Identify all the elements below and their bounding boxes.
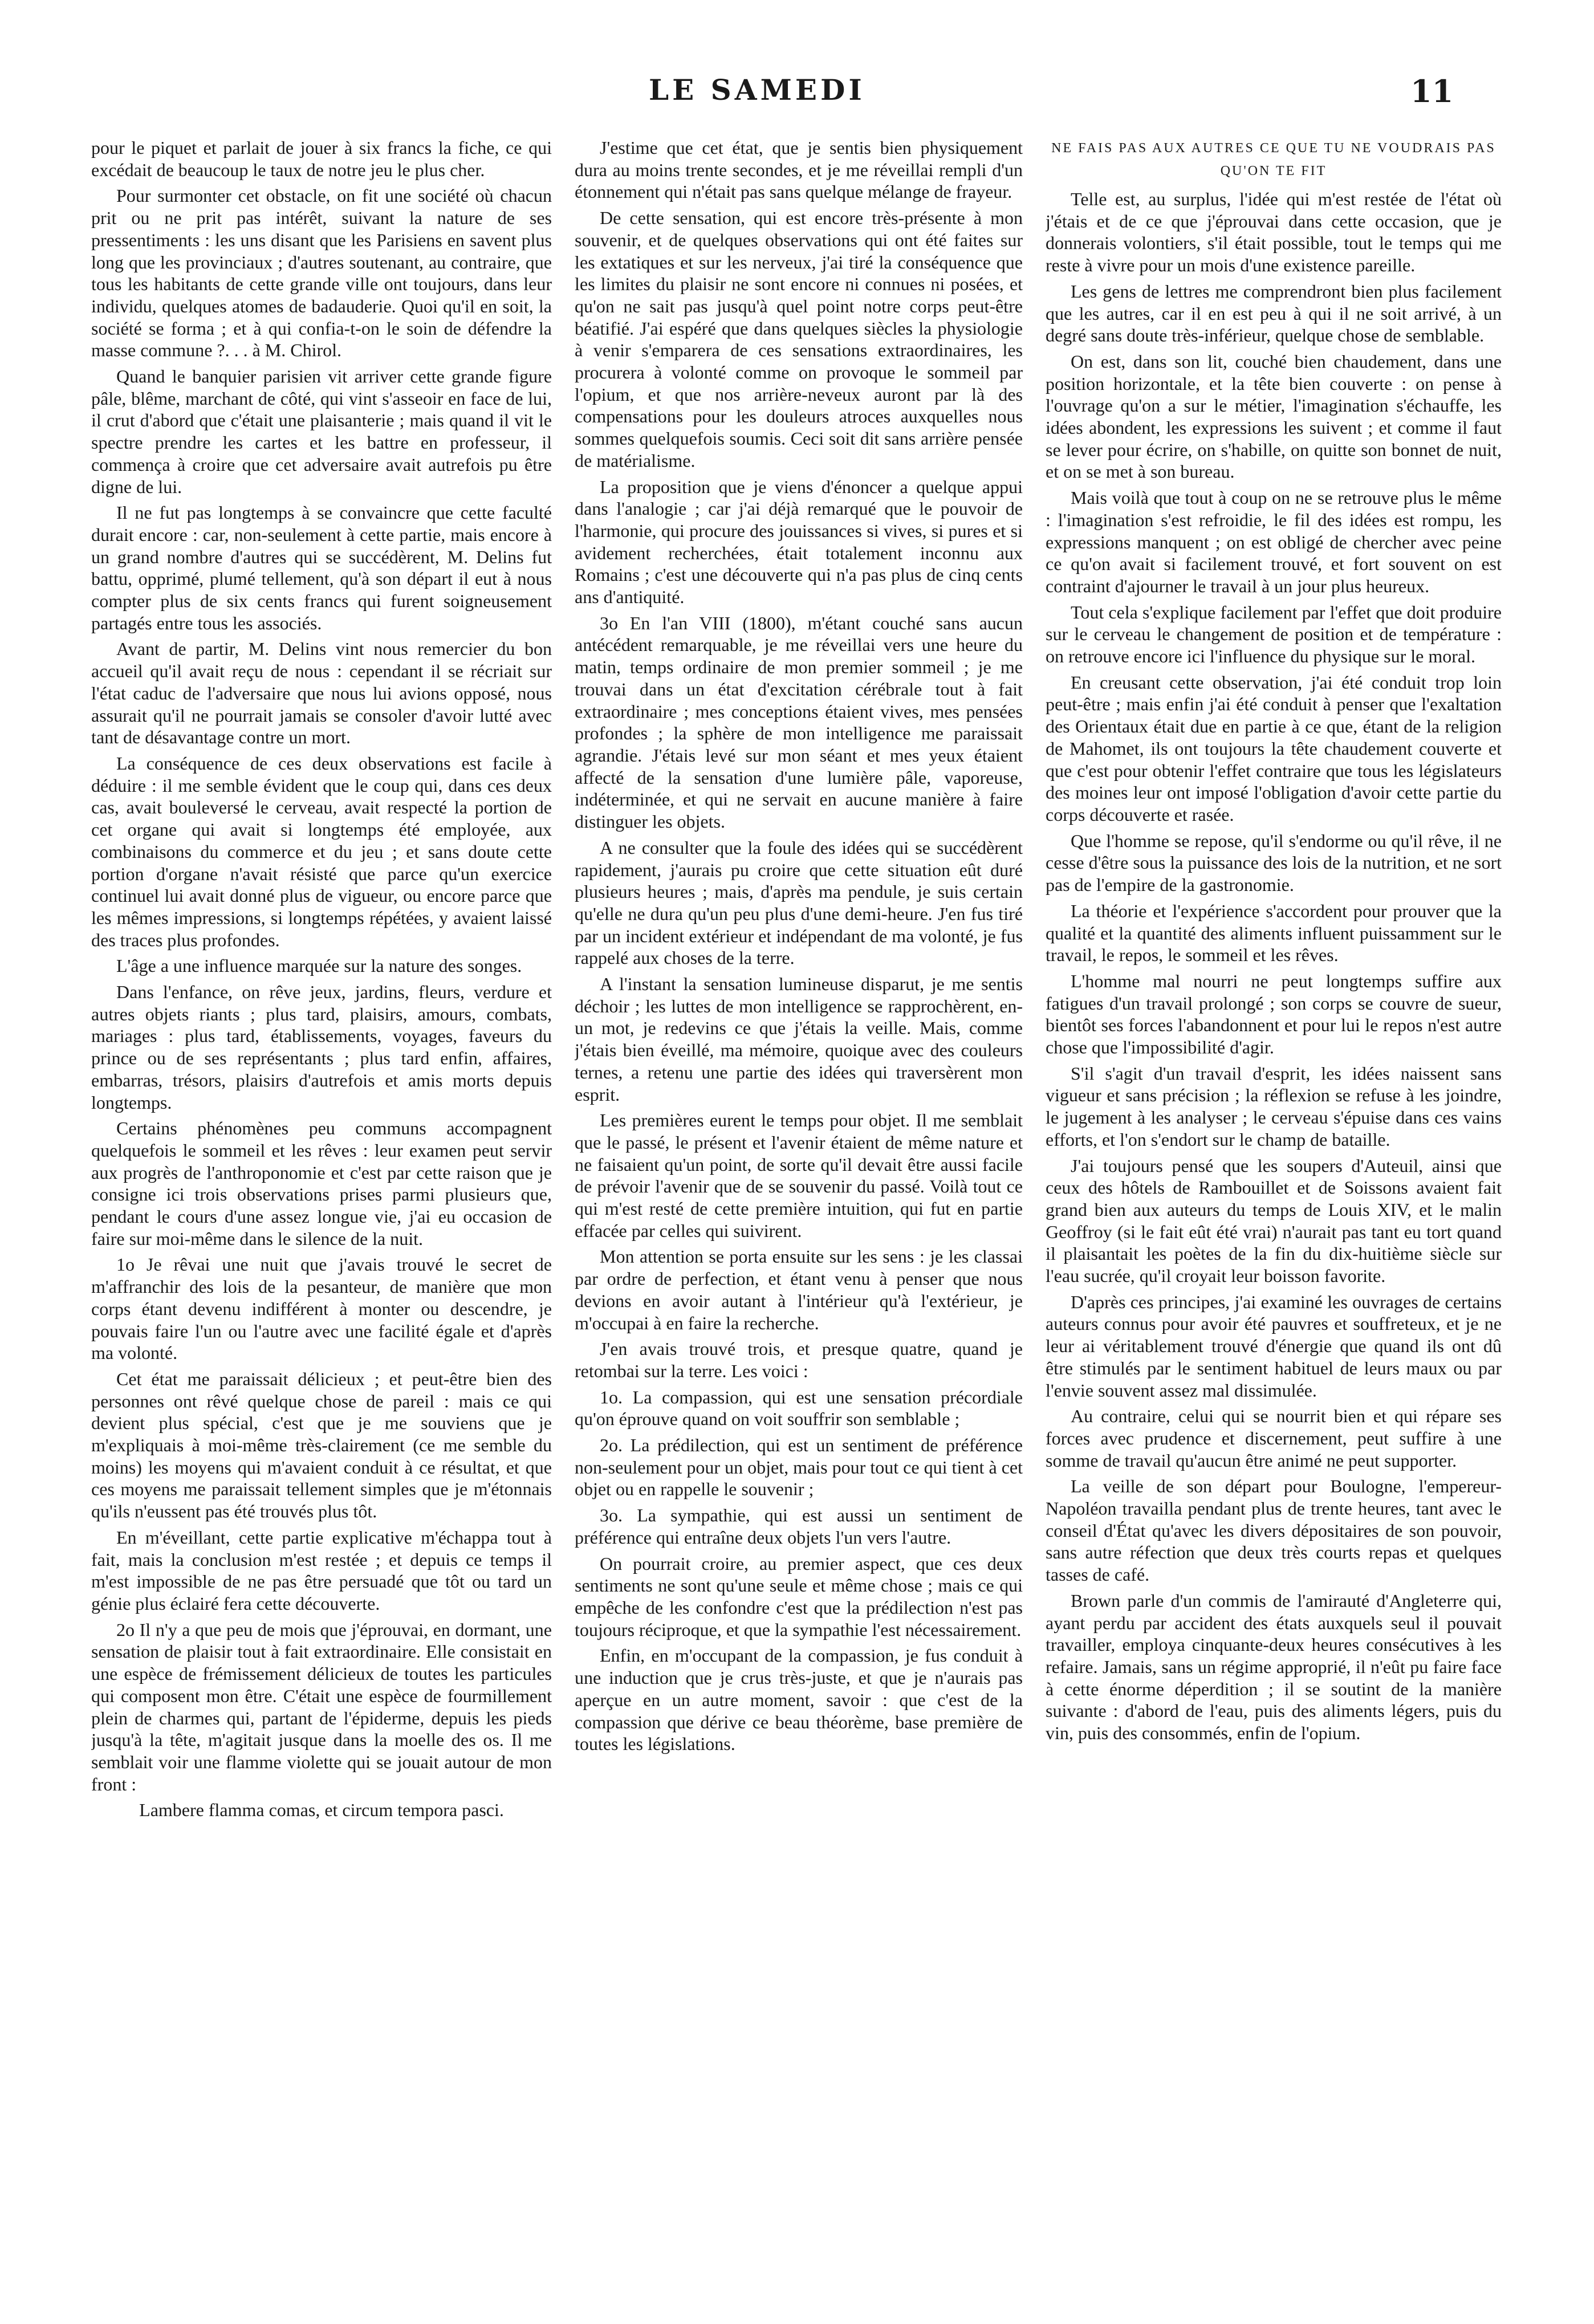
list-item: 3o. La sympathie, qui est aussi un sentiment de préférence qui entraîne deux objets l'un vers l'autre.	[575, 1505, 1023, 1548]
paragraph: La conséquence de ces deux observations est facile à déduire : il me semble évident que le coup qui, dans ces deux cas, avait bouleversé le cerveau, avait respecté la portion de cet organe qui avait si longtemps été employée, aux combinaisons du commerce et du jeu ; et sans doute cette portion d'organe n'avait résisté que parce qu'un exercice continuel lui avait donné plus de vigueur, ou encore parce que les mêmes impressions, si longtemps répétées, y avaient laissé des traces plus profondes.	[91, 752, 552, 950]
maxim-heading: NE FAIS PAS AUX AUTRES CE QUE TU NE VOUDRAIS PAS QU'ON TE FIT	[1051, 141, 1496, 178]
column-1	[91, 137, 552, 2303]
paragraph: En creusant cette observation, j'ai été conduit trop loin peut-être ; mais enfin j'ai été conduit à penser que l'exaltation des Orientaux était due en partie à ce que, étant de la religion de Mahomet, ils ont toujours la tête chaudement couverte et que c'est pour obtenir l'effet contraire que tous les législateurs des moines leur ont imposé l'obligation d'avoir cette partie du corps découverte et rasée.	[1046, 671, 1502, 825]
paragraph: pour le piquet et parlait de jouer à six francs la fiche, ce qui excédait de beaucoup le taux de notre jeu le plus cher.	[91, 137, 552, 180]
paragraph: A l'instant la sensation lumineuse disparut, je me sentis déchoir ; les luttes de mon intelligence se rapprochèrent, en-un mot, je redevins ce que j'étais la veille. Mais, comme j'étais bien éveillé, ma mémoire, quoique avec des couleurs ternes, a retenu une partie des idées qui traversèrent mon esprit.	[575, 974, 1023, 1105]
paragraph: L'homme mal nourri ne peut longtemps suffire aux fatigues d'un travail prolongé ; son corps se couvre de sueur, bientôt ses forces l'abandonnent et pour lui le repos n'est autre chose que l'impossibilité d'agir.	[1046, 970, 1502, 1058]
column-2	[575, 137, 1023, 2303]
paragraph: A ne consulter que la foule des idées qui se succédèrent rapidement, j'aurais pu croire que cette situation eût duré plusieurs heures ; mais, d'après ma pendule, je suis certain qu'elle ne dura qu'un peu plus d'une demi-heure. J'en fus tiré par un incident extérieur et indépendant de ma volonté, je fus rappelé aux choses de la terre.	[575, 837, 1023, 968]
paragraph: Telle est, au surplus, l'idée qui m'est restée de l'état où j'étais et de ce que j'éprouvai dans cette occasion, que je donnerais volontiers, s'il était possible, tout le temps qui me reste à vivre pour un mois d'une existence pareille.	[1046, 189, 1502, 276]
latin-quotation: Lambere flamma comas, et circum tempora pasci.	[139, 1800, 504, 1821]
paragraph: Pour surmonter cet obstacle, on fit une société où chacun prit ou ne prit pas intérêt, suivant la nature de ses pressentiments : les uns disant que les Parisiens en savent plus long que les provinciaux ; d'autres soutenant, au contraire, que tous les habitants de cette grande ville ont toujours, dans leur individu, quelques atomes de badauderie. Quoi qu'il en soit, la société se forma ; et à qui confia-t-on le soin de défendre la masse commune ?. . . à M. Chirol.	[91, 185, 552, 361]
paragraph: Dans l'enfance, on rêve jeux, jardins, fleurs, verdure et autres objets riants ; plus tard, plaisirs, amours, combats, mariages : plus tard, établissements, voyages, faveurs du prince ou de ses représentants ; plus tard enfin, affaires, embarras, trésors, plaisirs d'autrefois et amis morts depuis longtemps.	[91, 982, 552, 1113]
running-title: LE SAMEDI	[649, 73, 865, 107]
paragraph: 1o Je rêvai une nuit que j'avais trouvé le secret de m'affranchir des lois de la pesanteur, de manière que mon corps étant devenu indifférent à monter ou descendre, je pouvais faire l'un ou l'autre avec une facilité égale et d'après ma volonté.	[91, 1254, 552, 1364]
paragraph: La proposition que je viens d'énoncer a quelque appui dans l'analogie ; car j'ai déjà remarqué que le pouvoir de l'harmonie, qui procure des jouissances si vives, si pures et si avidement recherchées, était totalement inconnu aux Romains ; c'est une découverte qui n'a pas plus de cinq cents ans d'antiquité.	[575, 476, 1023, 608]
paragraph: 3o En l'an VIII (1800), m'étant couché sans aucun antécédent remarquable, je me réveillai vers une heure du matin, temps ordinaire de mon premier sommeil ; je me trouvai dans un état d'excitation cérébrale tout à fait extraordinaire ; mes conceptions étaient vives, mes pensées profondes ; la sphère de mon intelligence me paraissait agrandie. J'étais levé sur mon séant et mes yeux étaient affecté de la sensation d'une lumière pâle, vaporeuse, indéterminée, et qui ne servait en aucune manière à faire distinguer les objets.	[575, 612, 1023, 832]
paragraph: Mon attention se porta ensuite sur les sens : je les classai par ordre de perfection, et étant venu à penser que nous devions en avoir autant à l'intérieur qu'à l'extérieur, je m'occupai à en faire la recherche.	[575, 1246, 1023, 1333]
paragraph: Brown parle d'un commis de l'amirauté d'Angleterre qui, ayant perdu par accident des états auxquels seul il pouvait travailler, employa cinquante-deux heures consécutives à les refaire. Jamais, sans un régime approprié, il n'eût pu faire face à cette énorme déperdition ; il se soutint de la manière suivante : d'abord de l'eau, puis des aliments légers, puis du vin, puis des consommés, enfin de l'opium.	[1046, 1590, 1502, 1744]
paragraph: Cet état me paraissait délicieux ; et peut-être bien des personnes ont rêvé quelque chose de pareil : mais ce qui devient plus spécial, c'est que je me souviens que je m'expliquais à moi-même très-clairement (ce me semble du moins) les moyens qui m'avaient conduit à ce résultat, et que ces moyens me paraissait tellement simples que je m'étonnais qu'ils n'eussent pas été trouvés plus tôt.	[91, 1368, 552, 1522]
page-number: 11	[1410, 73, 1454, 109]
list-item: 2o. La prédilection, qui est un sentiment de préférence non-seulement pour un objet, mais pour tout ce qui tient à cet objet ou en rappelle le souvenir ;	[575, 1435, 1023, 1500]
paragraph: S'il s'agit d'un travail d'esprit, les idées naissent sans vigueur et sans précision ; la réflexion se refuse à les joindre, le jugement à les analyser ; le cerveau s'épuise dans ces vains efforts, et l'on s'endort sur le champ de bataille.	[1046, 1063, 1502, 1150]
paragraph: Certains phénomènes peu communs accompagnent quelquefois le sommeil et les rêves : leur examen peut servir aux progrès de l'anthroponomie et c'est par cette raison que je consigne ici trois observations prises parmi plusieurs que, pendant le cours d'une assez longue vie, j'ai eu occasion de faire sur moi-même dans le silence de la nuit.	[91, 1118, 552, 1249]
paragraph: Les gens de lettres me comprendront bien plus facilement que les autres, car il en est peu à qui il ne soit arrivé, à un degré sans doute très-inférieur, quelque chose de semblable.	[1046, 280, 1502, 346]
paragraph: J'ai toujours pensé que les soupers d'Auteuil, ainsi que ceux des hôtels de Rambouillet et de Soissons avaient fait grand bien aux auteurs du temps de Louis XIV, et le malin Geoffroy (si le fait eût été vrai) n'aurait pas tant eu tort quand il plaisantait les poètes de la fin du dix-huitième siècle sur l'eau sucrée, qu'il croyait leur boisson favorite.	[1046, 1155, 1502, 1287]
paragraph: 2o Il n'y a que peu de mois que j'éprouvai, en dormant, une sensation de plaisir tout à fait extraordinaire. Elle consistait en une espèce de frémissement délicieux de toutes les particules qui composent mon être. C'était une espèce de fourmillement plein de charmes qui, partant de l'épiderme, depuis les pieds jusqu'à la tête, m'agitait jusque dans la moelle des os. Il me semblait voir une flamme violette qui se jouait autour de mon front :	[91, 1619, 552, 1794]
paragraph: Enfin, en m'occupant de la compassion, je fus conduit à une induction que je crus très-juste, et que je n'aurais pas aperçue en un autre moment, savoir : que c'est de la compassion que dérive ce beau théorème, base première de toutes les législations.	[575, 1645, 1023, 1755]
paragraph: Les premières eurent le temps pour objet. Il me semblait que le passé, le présent et l'avenir étaient de même nature et ne faisaient qu'un point, de sorte qu'il devait être aussi facile de prévoir l'avenir que de se souvenir du passé. Voilà tout ce qui m'est resté de cette première intuition, qui fut en partie effacée par celles qui suivirent.	[575, 1110, 1023, 1241]
paragraph: Mais voilà que tout à coup on ne se retrouve plus le même : l'imagination s'est refroidie, le fil des idées est rompu, les expressions manquent ; on est obligé de chercher avec peine ce qu'on avait si facilement trouvé, et fort souvent on est contraint d'ajourner le travail à un jour plus heureux.	[1046, 487, 1502, 596]
paragraph: Au contraire, celui qui se nourrit bien et qui répare ses forces avec prudence et discernement, peut suffire à une somme de travail qu'aucun être animé ne peut supporter.	[1046, 1406, 1502, 1471]
paragraph: En m'éveillant, cette partie explicative m'échappa tout à fait, mais la conclusion m'est restée ; et depuis ce temps il m'est impossible de ne pas être persuadé que tôt ou tard un génie plus éclairé fera cette découverte.	[91, 1527, 552, 1614]
paragraph: D'après ces principes, j'ai examiné les ouvrages de certains auteurs connus pour avoir été pauvres et souffreteux, et je ne leur ai véritablement trouvé d'énergie que quand ils ont dû être stimulés par le sentiment habituel de leurs maux ou par l'envie souvent assez mal dissimulée.	[1046, 1291, 1502, 1401]
paragraph: J'estime que cet état, que je sentis bien physiquement dura au moins trente secondes, et je me réveillai rempli d'un étonnement qui n'était pas sans quelque mélange de frayeur.	[575, 137, 1023, 202]
paragraph: Que l'homme se repose, qu'il s'endorme ou qu'il rêve, il ne cesse d'être sous la puissance des lois de la nutrition, et ne sort pas de l'empire de la gastronomie.	[1046, 830, 1502, 896]
paragraph: L'âge a une influence marquée sur la nature des songes.	[116, 955, 522, 976]
paragraph: La théorie et l'expérience s'accordent pour prouver que la qualité et la quantité des aliments influent puissamment sur le travail, le repos, le sommeil et les rêves.	[1046, 900, 1502, 966]
paragraph: Quand le banquier parisien vit arriver cette grande figure pâle, blême, marchant de côté, qui vint s'asseoir en face de lui, il crut d'abord que c'était une plaisanterie ; mais quand il vit le spectre prendre les cartes et les battre en professeur, il commença à croire que cet adversaire avait autrefois pu être digne de lui.	[91, 366, 552, 497]
paragraph: Avant de partir, M. Delins vint nous remercier du bon accueil qu'il avait reçu de nous : cependant il se récriait sur l'état caduc de l'adversaire que nous lui avions opposé, nous assurait qu'il ne pourrait jamais se consoler d'avoir lutté avec tant de désavantage contre un mort.	[91, 638, 552, 748]
list-item: 1o. La compassion, qui est une sensation précordiale qu'on éprouve quand on voit souffrir son semblable ;	[575, 1386, 1023, 1430]
paragraph: J'en avais trouvé trois, et presque quatre, quand je retombai sur la terre. Les voici :	[575, 1338, 1023, 1381]
paragraph: On est, dans son lit, couché bien chaudement, dans une position horizontale, et la tête bien couverte : on pense à l'ouvrage qu'on a sur le métier, l'imagination s'échauffe, les idées abondent, les expressions les suivent ; et comme il faut se lever pour écrire, on s'habille, on quitte son bonnet de nuit, et on se met à son bureau.	[1046, 351, 1502, 482]
paragraph: La veille de son départ pour Boulogne, l'empereur-Napoléon travailla pendant plus de trente heures, tant avec le conseil d'État qu'avec les divers dépositaires de son pouvoir, sans autre réfection que deux très courts repas et quelques tasses de café.	[1046, 1476, 1502, 1585]
paragraph: Il ne fut pas longtemps à se convaincre que cette faculté durait encore : car, non-seulement à cette partie, mais encore à un grand nombre d'autres qui se succédèrent, M. Delins fut battu, opprimé, plumé tellement, qu'à son départ il eut à nous compter plus de six cents francs qui furent soigneusement partagés entre tous les associés.	[91, 502, 552, 633]
paragraph: On pourrait croire, au premier aspect, que ces deux sentiments ne sont qu'une seule et même chose ; mais ce qui empêche de les confondre c'est que la prédilection n'est pas toujours réciproque, et que la sympathie l'est nécessairement.	[575, 1553, 1023, 1640]
paragraph: De cette sensation, qui est encore très-présente à mon souvenir, et de quelques observations qui ont été faites sur les extatiques et sur les nerveux, j'ai tiré la conséquence que les limites du plaisir ne sont encore ni connues ni posées, et qu'on ne sait pas jusqu'à quel point notre corps peut-être béatifié. J'ai espéré que dans quelques siècles la physiologie à venir s'emparera de ces sensations extraordinaires, les procurera à volonté comme on provoque le sommeil par l'opium, et que nos arrière-neveux auront par là des compensations pour les douleurs atroces auxquelles nous sommes quelquefois soumis. Ceci soit dit sans arrière pensée de matérialisme.	[575, 207, 1023, 471]
paragraph: Tout cela s'explique facilement par l'effet que doit produire sur le cerveau le changement de position et de température : on retrouve encore ici l'influence du physique sur le moral.	[1046, 601, 1502, 667]
column-3	[1046, 137, 1502, 2303]
